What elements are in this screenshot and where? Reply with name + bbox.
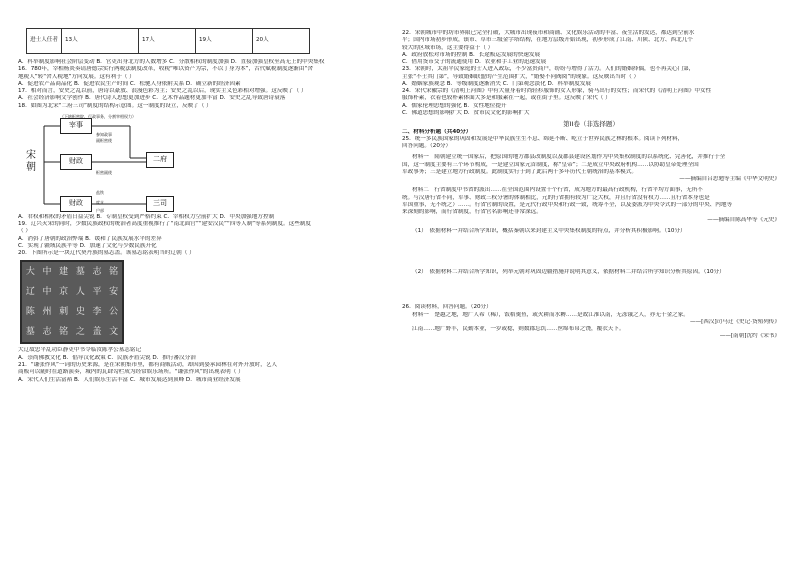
diagram-top-note: （下辖枢密院、行政事务，分割宰相权力）	[60, 113, 136, 119]
question-line: A．婚姻家族观念 B．等级制度逐渐消失 C．门第观念淡化 D．科举制度发展	[402, 80, 592, 87]
diagram-node: 二府	[146, 152, 174, 168]
left-column	[18, 0, 390, 562]
question-line: A．君权和相权的矛盾日益尖锐 B．专制皇权受到严格约束 C．宰相权力空前扩大 D．中央加强地方控制	[18, 213, 275, 220]
right-column	[402, 0, 780, 562]
question-line: 18．如图为北宋“二府三司”制度的结构示意图。这一制度的设立，反映了（ ）	[18, 102, 212, 109]
question-line: 22．宋朝城市中的坊市界限已完全打破，大城市出现夜市和商铺、文化娱乐活动的丰富、夜生活的发达，都达到空前水	[402, 30, 695, 36]
question-line: 19．辽兴灭宋的同时，少数民族政权的统治者高度重视推行了“南北面官”“建安汉民”“四等人制”等系列制度。这些制度	[18, 221, 312, 228]
question-line: A．社会经济影响文学创作 B．唐代诗人思想更加进步 C．艺术作品题材更加丰富 D．安史之乱导致唐诗衰落	[18, 95, 286, 102]
question-line: A．崇尚佛教文化 B．倡导汉化政策 C．民族矛盾尖锐 D．推行蕃汉分治	[18, 354, 196, 361]
source-line: ——[西汉]司马迁《史记·货殖列传》	[689, 318, 780, 325]
material-line: 来深刻的影响，而行省制度，行省官名影响还非常深远。	[402, 209, 542, 216]
question-line: 24．宋代宋徽宗的《清明上河图》中有大量身着时尚轻衫服饰的女人形象，骑马出行的女性；而宋代的《清明上河图》中女性	[402, 88, 712, 95]
question-line: 23．宋朝时，太祖平民家庭的士人进入政坛，不少富贵商户，纷纷与增得了活力。人们的婚姻择偶，也不再关心门第，	[402, 66, 695, 73]
question-line: （ ）	[18, 228, 31, 235]
table-row	[27, 29, 310, 54]
diagram-sublabel: 副枢密使	[96, 137, 112, 143]
material-line: 材料二 行省制度中书省的派出……在全国范围内设置十个行省，成为地方的最高行政机构，行省平均方面事，无所不	[412, 187, 703, 194]
material-line: 国，这一制度主要有三个环节构成，一是建立国家元首制度，称“皇帝”；二是成立中央政府机构……以协助皇帝处理全国	[402, 161, 699, 168]
subquestion-line: （2） 依据材料二并结合所学知识，列举元朝对巩固边疆措施并说明其意义，依据材料二并结合所学知识分析其原因。（10分）	[412, 269, 725, 276]
diagram-node: 财政	[60, 154, 92, 170]
diagram-sublabel: 参知政事	[96, 131, 112, 137]
material-line: 统。与汉唐行省不同，军事、财政三权分署的体制相比，元的行省拥有较为广泛大权，并且行省没有权力……且行省本身也是	[402, 194, 710, 201]
subquestion-line: （1） 依据材料一并结合所学知识，概括秦朝以来封建主义中央集权制度的特点，并分析其积极影响。（10分）	[412, 227, 686, 234]
question-line: 地税人”转“舍人税地”方向发展。这有利于（ ）	[18, 73, 135, 80]
table-cell: 17人	[139, 29, 196, 54]
question-line: A．宋代人们生活富裕 B．人们娱乐生活丰富 C．城市发展达到顶峰 D．城市商业经济发展	[18, 376, 241, 383]
table-cell: 19人	[196, 29, 253, 54]
material-line: 材料一 隋朝建立统一国家后，把原国的地方郡县改制度以及郡县建设区划作为中央集权制度的以系统化、完善化，并推行于全	[412, 154, 726, 161]
question-line: 20．下图所示是一块辽代契丹族的墓志盖。该墓志铭表明当时辽朝（ ）	[18, 250, 195, 257]
question-line: 较大的区域市场，这主要得益于（ ）	[402, 44, 494, 51]
question-line: C．实现了疆域民族平等 D．加速了文化与少数民族开化	[18, 242, 157, 249]
question-line: 17．相对而言，安史之乱以前，唐诗以豪放、浪漫色彩为主；安史之乱以后，现实主义色彩相对增强。这反映了（ ）	[18, 88, 307, 95]
question-line: 16．780年，宰相杨炎奏请唐德宗实行两税法制度改革，收税“唯以资产为宗，不以丁身为本”，古代赋税制度逐渐由“舍	[18, 66, 313, 73]
table-cell: 进士人任者	[27, 29, 62, 54]
section-title: 第II卷（非选择题）	[563, 120, 619, 129]
diagram-sublabel: 枢密副使	[96, 169, 112, 175]
diagram-sublabel: 度支	[96, 199, 104, 205]
question-line: C．借用货币交子的流通使用 D．农业和手工业的迅速发展	[402, 59, 547, 66]
question-line: A．儒家伦理思想的强化 B．女性地位提升	[402, 102, 507, 109]
question-line: A．促进农产品商品化 B．促进农民生产时间 C．松驰人身依附关系 D．确立新的经济因素	[18, 80, 241, 87]
question-line: 25．统一多民族国家的巩固和发展是中华民族生生不息、绵延不断、屹立于世界民族之林的根本。阅读下列材料，	[402, 135, 684, 142]
section-subtitle: 二、材料分析题（共40分）	[402, 128, 472, 135]
epitaph-cover-image: 大 中 建 墓 志 铭 辽 中 京 人 平 安 陈 州 刺 史 李 公 墓 志 铭 之 盖 文	[20, 260, 124, 344]
diagram-node: 宰事	[60, 118, 92, 134]
source-line: ——摘编自吕思勉等主编《中华文明史》	[679, 176, 780, 183]
material-line: 江南……地广野丰，民勤本业，一岁或稔，则数郡忘饥……丝绵布帛之饶，覆衣天下。	[412, 326, 625, 333]
question-line: 回答问题。（20分）	[402, 143, 452, 150]
diagram-connectors	[26, 112, 246, 212]
diagram-sublabel: 盐铁	[96, 189, 104, 195]
question-line: 26．阅读材料，回答问题。（20分）	[402, 304, 492, 311]
question-line: C．佛道思想的影响扩大 D．贫市民文化的影响扩大	[402, 109, 530, 116]
question-line: 主张“不士其门第”，导致婚姻联盟的产生范围扩大，“婚娶不问阀阅”的现象。这反映出当时（ ）	[402, 73, 640, 80]
table-cell: 13人	[62, 29, 139, 54]
diagram-node: 财政	[60, 196, 92, 212]
question-line: 服饰朴素，衣着也较朴素体面大多是和服素在一起，或在街子里。这反映了宋代（ ）	[402, 95, 611, 102]
material-line: 军政事务；三是建立地方行政制度。此制度实行于到了此后两千多年历代王朝统治的基本模式。	[402, 168, 637, 175]
diagram-node: 三司	[146, 196, 174, 212]
table-cell: 20人	[253, 29, 310, 54]
source-line: ——摘编自陈高华等《元史》	[707, 216, 780, 223]
source-line: ——[南朝]沈约《宋书》	[719, 333, 780, 340]
question-line: A．科举制度影响社会阶层变动 B．官吏出身北方的人数增多 C．分散相权的制度加强 D．直接加强皇权至高无上的中央集权	[18, 59, 325, 65]
question-line: A．消弭了唐朝的政治弊端 B．缓和了民族发展水平的差异	[18, 235, 162, 242]
image-caption: 大辽故忠平乱功臣静吏中书令临汝陈孝公墓志铭记	[18, 347, 142, 354]
diagram-sublabel: 户部	[96, 207, 104, 213]
dynasty-label: 宋朝	[26, 149, 36, 173]
question-line: 平；国内市场初步形成，镇市、草市三级金字塔结构，在地方层级开始出现，初步形成了江南、川陕、北方、西北几个	[402, 37, 693, 44]
population-table	[26, 28, 310, 54]
question-line: A．政府放松对市场的控制 B．长途贩运发展的快速发展	[402, 51, 541, 58]
material-line: 材料一 楚越之地，地广人希（稀），饭稻羹鱼，或火耕而水耨……是故江淮以南，无冻饿之人，亦无千金之家。	[412, 311, 689, 318]
material-line: 军国重事，无不统之）……。行省官制的设置，是元代行政中央和行政一致，统筹不全，以及委派为中央令式的一部分的中央、内地等	[402, 202, 733, 209]
question-line: 21．“谦张作风”一词的历史来源，是在宋朝集市里，都有商贩活动，却因到晏承园林在对外开放时，艺人	[18, 361, 278, 368]
question-line: 商贩可以随时在道路演奏，城内的瓦肆勾栏成为经常娱乐场所。“谦张作风”的出现表明（ ）	[18, 369, 244, 376]
song-structure-diagram	[26, 112, 390, 212]
